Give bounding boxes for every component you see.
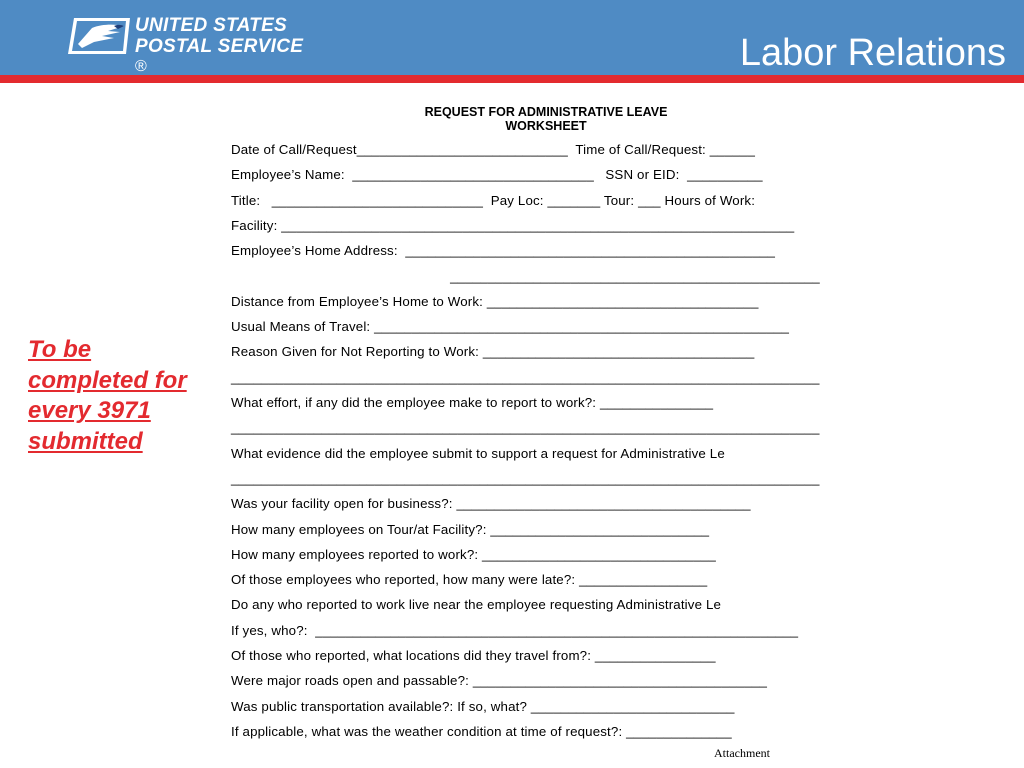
usps-logo xyxy=(68,14,318,75)
form-field-line: Usual Means of Travel: _______________________________________________________ xyxy=(231,319,790,335)
form-field-line: How many employees reported to work?: _______________________________ xyxy=(231,546,716,562)
note-line: every 3971 xyxy=(28,397,151,424)
logo-line-2 xyxy=(135,37,318,75)
form-field-line: Was public transportation available?: If so, what? ___________________________ xyxy=(231,698,735,714)
form-field-line: Reason Given for Not Reporting to Work: ____________________________________ xyxy=(231,344,755,360)
form-field-line: Employee’s Home Address: _________________________________________________ xyxy=(231,243,776,259)
instruction-note xyxy=(28,335,228,457)
form-field-line: Employee’s Name: ________________________________ SSN or EID: __________ xyxy=(231,167,763,183)
logo-line-1: UNITED STATES xyxy=(135,15,288,36)
form-field-line: ______________________________________________________________________________ xyxy=(231,470,820,486)
registered-mark: ® xyxy=(135,58,148,75)
form-field-line: Of those who reported, what locations did they travel from?: ________________ xyxy=(231,648,716,663)
form-field-line: ______________________________________________________________________________ xyxy=(231,420,820,436)
form-title-line-2: WORKSHEET xyxy=(505,119,587,133)
form-title-line-1: REQUEST FOR ADMINISTRATIVE LEAVE xyxy=(424,105,668,119)
logo-line-2-text: POSTAL SERVICE xyxy=(135,36,304,57)
form-field-line: _________________________________________________ xyxy=(231,268,820,284)
worksheet-form xyxy=(231,100,861,760)
form-field-line: Were major roads open and passable?: _______________________________________ xyxy=(231,673,768,689)
form-field-line: If yes, who?: ________________________________________________________________ xyxy=(231,622,799,638)
note-line: completed for xyxy=(28,366,187,394)
form-field-line: What evidence did the employee submit to support a request for Administrative Le xyxy=(231,445,725,461)
note-line: To be xyxy=(28,336,92,363)
form-field-line: What effort, if any did the employee make to report to work?: _______________ xyxy=(231,395,714,410)
form-field-line: Title: ____________________________ Pay Loc: _______ Tour: ___ Hours of Work: xyxy=(231,192,756,208)
form-field-line: Date of Call/Request____________________________ Time of Call/Request: ______ xyxy=(231,142,756,157)
note-line: submitted xyxy=(28,427,143,455)
form-field-line: Distance from Employee’s Home to Work: ____________________________________ xyxy=(231,293,759,309)
header-red-stripe xyxy=(0,75,1024,83)
form-field-line: How many employees on Tour/at Facility?: _____________________________ xyxy=(231,521,710,537)
eagle-icon xyxy=(68,14,132,58)
form-field-line: If applicable, what was the weather condition at time of request?: ______________ xyxy=(231,723,732,739)
form-field-line: Facility: ____________________________________________________________________ xyxy=(231,217,795,233)
form-field-line: Was your facility open for business?: _______________________________________ xyxy=(231,496,751,512)
form-title xyxy=(231,105,861,133)
attachment-label: Attachment xyxy=(714,746,770,760)
form-field-line: Of those employees who reported, how many were late?: _________________ xyxy=(231,572,708,588)
form-field-line: Do any who reported to work live near the employee requesting Administrative Le xyxy=(231,597,722,613)
page-title: Labor Relations xyxy=(739,32,1006,74)
form-field-line: ______________________________________________________________________________ xyxy=(231,369,820,385)
